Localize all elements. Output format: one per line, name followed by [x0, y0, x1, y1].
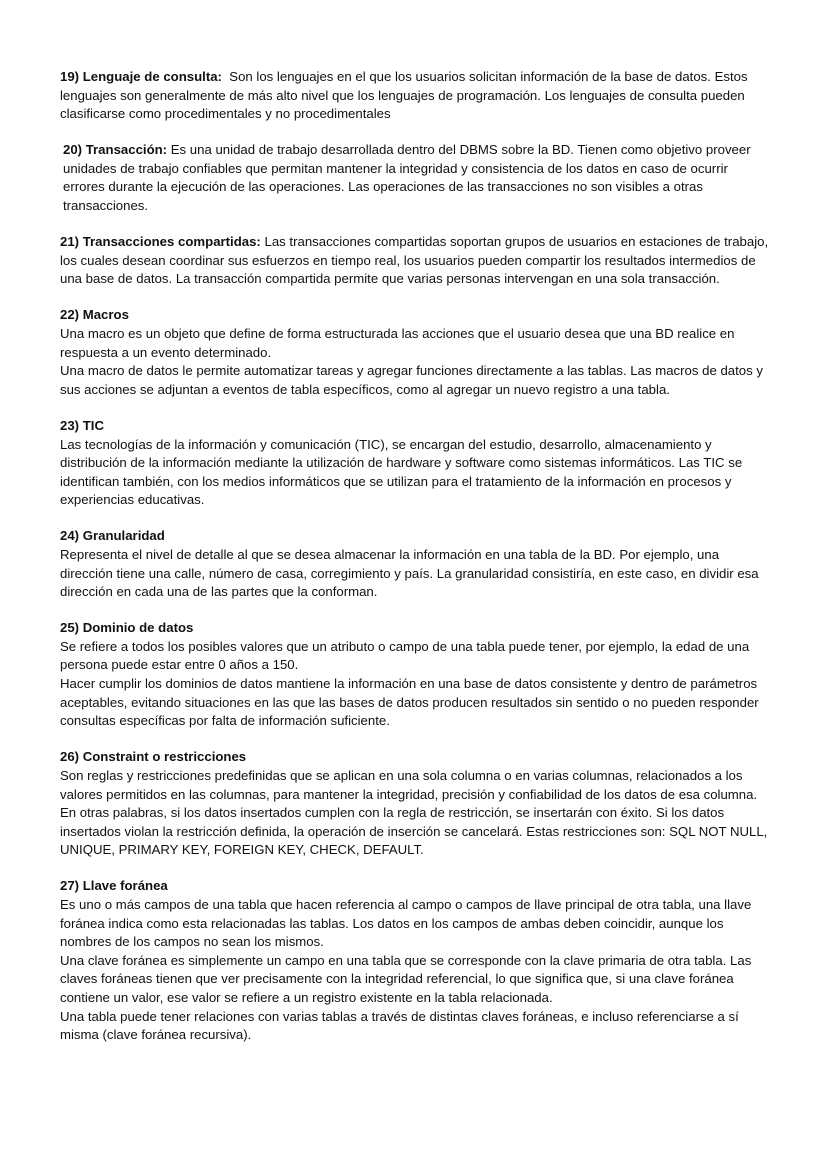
section-tic	[60, 417, 772, 510]
section-paragraph: Hacer cumplir los dominios de datos mantiene la información en una base de datos consistente y dentro de parámetros aceptables, evitando situaciones en las que las bases de datos producen resultados sin sentido o no pueden responder consultas específicas por falta de información suficiente.	[60, 676, 759, 729]
section-granularidad	[60, 527, 772, 601]
section-paragraph: Una clave foránea es simplemente un campo en una tabla que se corresponde con la clave primaria de otra tabla. Las claves foráneas tienen que ver precisamente con la integridad referencial, lo que significa que, si una clave foránea contiene un valor, ese valor se refiere a un registro existente en la tabla relacionada.	[60, 952, 752, 1005]
section-paragraph: Es uno o más campos de una tabla que hacen referencia al campo o campos de llave principal de otra tabla, una llave foránea indica como esta relacionadas las tablas. Los datos en los campos de ambas deben coincidir, aunque los nombres de los campos no sean los mismos.	[60, 896, 752, 950]
section-paragraph	[63, 141, 772, 215]
section-paragraph: Representa el nivel de detalle al que se desea almacenar la información en una tabla de la BD. Por ejemplo, una dirección tiene una calle, número de casa, corregimiento y país. La granularidad consistiría, en este caso, en dividir esa dirección en cada una de las partes que la conforman.	[60, 546, 759, 600]
section-paragraph: Son reglas y restricciones predefinidas que se aplican en una sola columna o en varias columnas, relacionados a los valores permitidos en las columnas, para mantener la integridad, precisión y confiabilidad de los datos de esa columna. En otras palabras, si los datos insertados cumplen con la regla de restricción, se insertarán con éxito. Si los datos insertados violan la restricción definida, la operación de inserción se cancelará. Estas restricciones son: SQL NOT NULL, UNIQUE, PRIMARY KEY, FOREIGN KEY, CHECK, DEFAULT.	[60, 767, 768, 858]
section-heading: 22) Macros	[60, 307, 129, 323]
section-text: Es una unidad de trabajo desarrollada dentro del DBMS sobre la BD. Tienen como objetivo proveer unidades de trabajo confiables que permitan mantener la integridad y consistencia de los datos en caso de ocurrir errores durante la ejecución de las operaciones. Las operaciones de las transacciones no son visibles a otras transacciones.	[63, 142, 751, 214]
section-transacciones-compartidas	[60, 233, 772, 289]
section-paragraph: Las tecnologías de la información y comunicación (TIC), se encargan del estudio, desarrollo, almacenamiento y distribución de la información mediante la utilización de hardware y software como sistemas informáticos. Las TIC se identifican también, con los medios informáticos que se utilizan para el tratamiento de la información en procesos y experiencias educativas.	[60, 436, 743, 508]
section-heading: 21) Transacciones compartidas:	[60, 234, 261, 250]
section-macros	[60, 306, 772, 399]
section-heading: 25) Dominio de datos	[60, 620, 194, 636]
section-lenguaje-de-consulta	[60, 68, 772, 124]
section-paragraph	[60, 233, 772, 289]
section-heading: 27) Llave foránea	[60, 878, 168, 894]
section-llave-foranea	[60, 877, 772, 1044]
section-heading: 23) TIC	[60, 417, 104, 433]
section-heading: 20) Transacción:	[63, 142, 168, 158]
section-transaccion	[60, 141, 772, 215]
section-text: Las transacciones compartidas soportan grupos de usuarios en estaciones de trabajo, los cuales desean coordinar sus esfuerzos en tiempo real, los usuarios pueden compartir los resultados intermedios de una base de datos. La transacción compartida permite que varias personas intervengan en una sola transacción.	[60, 234, 769, 287]
section-heading: 19) Lenguaje de consulta:	[60, 69, 222, 84]
section-dominio-de-datos	[60, 619, 772, 731]
section-paragraph: Una macro de datos le permite automatizar tareas y agregar funciones directamente a las tablas. Las macros de datos y sus acciones se adjuntan a eventos de tabla específicos, como al agregar un nuevo registro a una tabla.	[60, 363, 763, 397]
section-paragraph: Una tabla puede tener relaciones con varias tablas a través de distintas claves foráneas, e incluso referenciarse a sí misma (clave foránea recursiva).	[60, 1008, 739, 1043]
section-paragraph	[60, 68, 772, 124]
section-constraint-restricciones	[60, 748, 772, 860]
section-paragraph: Una macro es un objeto que define de forma estructurada las acciones que el usuario desea que una BD realice en respuesta a un evento determinado.	[60, 326, 735, 360]
section-heading: 26) Constraint o restricciones	[60, 749, 247, 765]
section-paragraph: Se refiere a todos los posibles valores que un atributo o campo de una tabla puede tener, por ejemplo, la edad de una persona puede estar entre 0 años a 150.	[60, 638, 750, 673]
section-heading: 24) Granularidad	[60, 528, 165, 544]
section-text: Son los lenguajes en el que los usuarios solicitan información de la base de datos. Estos lenguajes son generalmente de más alto nivel que los lenguajes de programación. Los lenguajes de consulta pueden clasificarse como procedimentales y no procedimentales	[60, 69, 748, 122]
